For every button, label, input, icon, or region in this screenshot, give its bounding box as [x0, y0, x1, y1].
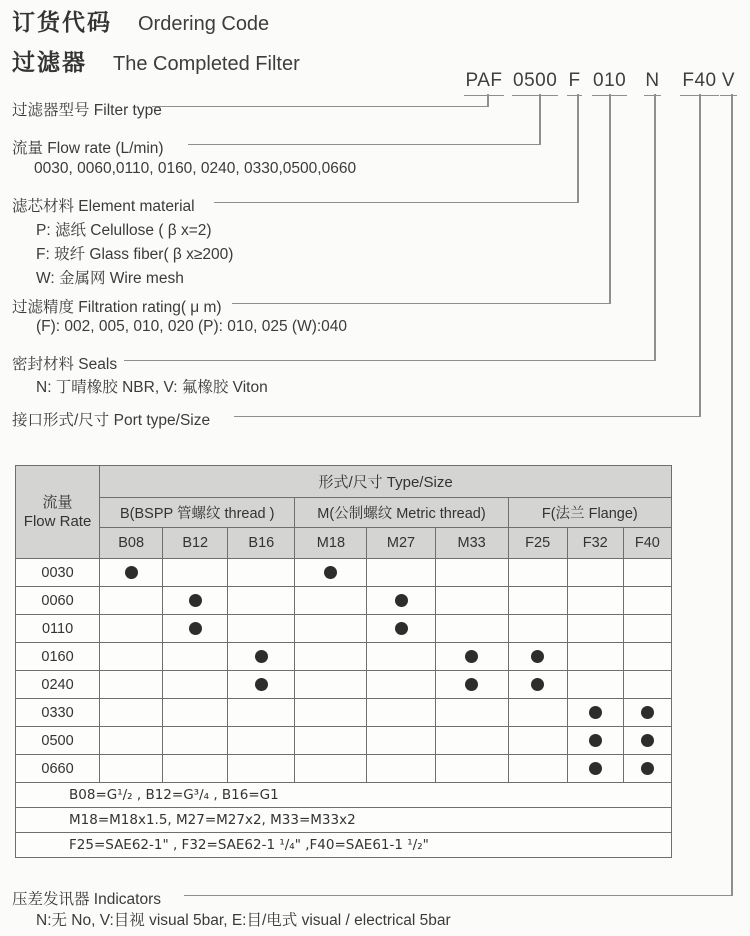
col-header-m18: M18	[295, 528, 367, 559]
flow-value-cell: 0030	[16, 559, 100, 587]
note-row	[16, 783, 672, 808]
code-segment-model: PAF	[464, 70, 504, 96]
empty-cell	[100, 699, 163, 727]
availability-dot-icon	[465, 650, 478, 663]
empty-cell	[163, 559, 228, 587]
empty-cell	[623, 643, 671, 671]
empty-cell	[100, 587, 163, 615]
empty-cell	[163, 671, 228, 699]
empty-cell	[623, 559, 671, 587]
empty-cell	[100, 727, 163, 755]
availability-dot-icon	[324, 566, 337, 579]
table-header-row-top	[16, 466, 672, 498]
availability-cell	[435, 671, 508, 699]
seals-options: N: 丁晴橡胶 NBR, V: 氟橡胶 Viton	[36, 379, 268, 396]
empty-cell	[228, 587, 295, 615]
availability-dot-icon	[589, 734, 602, 747]
page-subtitle	[12, 44, 300, 77]
table-row	[16, 755, 672, 783]
flow-value-cell: 0160	[16, 643, 100, 671]
empty-cell	[228, 615, 295, 643]
empty-cell	[100, 755, 163, 783]
empty-cell	[623, 671, 671, 699]
availability-dot-icon	[641, 734, 654, 747]
table-row	[16, 699, 672, 727]
leader-h-seals	[124, 360, 655, 362]
code-segment-indicator: V	[720, 70, 737, 96]
availability-dot-icon	[255, 678, 268, 691]
availability-cell	[623, 727, 671, 755]
leader-v-flow-rate	[539, 94, 541, 145]
availability-cell	[508, 643, 567, 671]
empty-cell	[508, 699, 567, 727]
empty-cell	[295, 587, 367, 615]
empty-cell	[295, 699, 367, 727]
availability-cell	[567, 727, 623, 755]
page-subtitle-en: The Completed Filter	[113, 53, 300, 75]
col-header-b08: B08	[100, 528, 163, 559]
availability-dot-icon	[641, 706, 654, 719]
availability-cell	[508, 671, 567, 699]
label-indicators: 压差发讯器 Indicators	[12, 891, 162, 908]
empty-cell	[508, 755, 567, 783]
empty-cell	[435, 615, 508, 643]
leader-h-element-material	[214, 202, 578, 204]
col-header-f25: F25	[508, 528, 567, 559]
availability-dot-icon	[255, 650, 268, 663]
table-row	[16, 559, 672, 587]
col-header-b12: B12	[163, 528, 228, 559]
empty-cell	[100, 615, 163, 643]
empty-cell	[295, 643, 367, 671]
col-header-f32: F32	[567, 528, 623, 559]
empty-cell	[508, 727, 567, 755]
leader-v-filtration-rating	[609, 94, 611, 304]
table-row	[16, 671, 672, 699]
availability-cell	[623, 755, 671, 783]
leader-v-element-material	[577, 94, 579, 203]
leader-h-port	[234, 416, 700, 418]
empty-cell	[435, 755, 508, 783]
empty-cell	[367, 755, 435, 783]
empty-cell	[367, 671, 435, 699]
empty-cell	[567, 671, 623, 699]
empty-cell	[295, 615, 367, 643]
leader-h-filter-type	[152, 106, 488, 108]
col-header-m33: M33	[435, 528, 508, 559]
empty-cell	[163, 727, 228, 755]
table-header-row-groups	[16, 498, 672, 528]
empty-cell	[367, 559, 435, 587]
page-title-en: Ordering Code	[138, 13, 270, 35]
availability-dot-icon	[395, 622, 408, 635]
label-flow-rate: 流量 Flow rate (L/min)	[12, 140, 164, 157]
empty-cell	[163, 755, 228, 783]
availability-dot-icon	[125, 566, 138, 579]
label-filtration-rating: 过滤精度 Filtration rating( μ m)	[12, 299, 222, 316]
group-header-metric: M(公制螺纹 Metric thread)	[295, 498, 508, 528]
note-row	[16, 808, 672, 833]
leader-v-port	[699, 94, 701, 417]
code-segment-material: F	[567, 70, 582, 96]
col-header-b16: B16	[228, 528, 295, 559]
empty-cell	[367, 643, 435, 671]
empty-cell	[295, 671, 367, 699]
availability-dot-icon	[189, 622, 202, 635]
availability-cell	[367, 615, 435, 643]
code-segment-seal: N	[644, 70, 661, 96]
empty-cell	[435, 559, 508, 587]
table-header-row-columns	[16, 528, 672, 559]
corner-header-flow-rate	[16, 466, 100, 559]
label-element-material: 滤芯材料 Element material	[12, 198, 195, 215]
port-size-table	[15, 465, 672, 858]
empty-cell	[100, 643, 163, 671]
availability-dot-icon	[531, 650, 544, 663]
empty-cell	[228, 559, 295, 587]
empty-cell	[228, 699, 295, 727]
flow-value-cell: 0500	[16, 727, 100, 755]
availability-dot-icon	[395, 594, 408, 607]
availability-cell	[163, 587, 228, 615]
empty-cell	[567, 559, 623, 587]
empty-cell	[435, 727, 508, 755]
corner-header-en: Flow Rate	[23, 513, 92, 530]
availability-cell	[163, 615, 228, 643]
empty-cell	[100, 671, 163, 699]
element-material-option-w: W: 金属网 Wire mesh	[36, 270, 184, 287]
label-filter-type: 过滤器型号 Filter type	[12, 102, 162, 119]
availability-dot-icon	[531, 678, 544, 691]
flow-value-cell: 0660	[16, 755, 100, 783]
code-segment-port: F40	[680, 70, 719, 96]
empty-cell	[228, 755, 295, 783]
flow-value-cell: 0110	[16, 615, 100, 643]
indicators-options: N:无 No, V:目视 visual 5bar, E:目/电式 visual / electrical 5bar	[36, 912, 451, 929]
flow-value-cell: 0240	[16, 671, 100, 699]
leader-v-indicators	[731, 94, 733, 896]
empty-cell	[508, 587, 567, 615]
availability-cell	[295, 559, 367, 587]
leader-h-indicators	[184, 895, 732, 897]
empty-cell	[435, 699, 508, 727]
empty-cell	[508, 615, 567, 643]
availability-dot-icon	[189, 594, 202, 607]
availability-dot-icon	[589, 762, 602, 775]
empty-cell	[435, 587, 508, 615]
page-title	[12, 4, 269, 37]
page-title-zh: 订货代码	[12, 9, 112, 35]
empty-cell	[623, 615, 671, 643]
availability-cell	[228, 671, 295, 699]
empty-cell	[295, 755, 367, 783]
availability-cell	[100, 559, 163, 587]
empty-cell	[163, 643, 228, 671]
availability-cell	[228, 643, 295, 671]
page-subtitle-zh: 过滤器	[12, 49, 87, 75]
label-port-type: 接口形式/尺寸 Port type/Size	[12, 412, 211, 429]
col-header-m27: M27	[367, 528, 435, 559]
empty-cell	[367, 699, 435, 727]
availability-cell	[623, 699, 671, 727]
thread-note: B08=G¹/₂ , B12=G³/₄ , B16=G1	[16, 783, 672, 808]
availability-dot-icon	[641, 762, 654, 775]
code-segment-flow: 0500	[512, 70, 558, 96]
leader-h-filtration-rating	[232, 303, 610, 305]
leader-h-flow-rate	[188, 144, 540, 146]
availability-dot-icon	[465, 678, 478, 691]
group-header-bspp: B(BSPP 管螺纹 thread )	[100, 498, 295, 528]
corner-header-zh: 流量	[42, 494, 73, 511]
header-type-size: 形式/尺寸 Type/Size	[100, 466, 672, 498]
table-row	[16, 643, 672, 671]
col-header-f40: F40	[623, 528, 671, 559]
element-material-option-p: P: 滤纸 Celullose ( β x=2)	[36, 222, 212, 239]
availability-dot-icon	[589, 706, 602, 719]
code-segment-rating: 010	[592, 70, 627, 96]
empty-cell	[228, 727, 295, 755]
flow-rate-options: 0030, 0060,0110, 0160, 0240, 0330,0500,0660	[34, 160, 357, 177]
group-header-flange: F(法兰 Flange)	[508, 498, 671, 528]
port-table-body	[16, 559, 672, 858]
empty-cell	[567, 615, 623, 643]
empty-cell	[567, 643, 623, 671]
availability-cell	[567, 699, 623, 727]
empty-cell	[367, 727, 435, 755]
label-seals: 密封材料 Seals	[12, 356, 118, 373]
table-row	[16, 615, 672, 643]
thread-note: M18=M18x1.5, M27=M27x2, M33=M33x2	[16, 808, 672, 833]
thread-note: F25=SAE62-1" , F32=SAE62-1 ¹/₄" ,F40=SAE61-1 ¹/₂"	[16, 833, 672, 858]
table-row	[16, 587, 672, 615]
element-material-option-f: F: 玻纤 Glass fiber( β x≥200)	[36, 246, 234, 263]
availability-cell	[435, 643, 508, 671]
note-row	[16, 833, 672, 858]
leader-v-seals	[654, 94, 656, 361]
filtration-rating-options: (F): 002, 005, 010, 020 (P): 010, 025 (W):040	[36, 318, 348, 335]
flow-value-cell: 0060	[16, 587, 100, 615]
empty-cell	[623, 587, 671, 615]
empty-cell	[508, 559, 567, 587]
availability-cell	[567, 755, 623, 783]
empty-cell	[295, 727, 367, 755]
availability-cell	[367, 587, 435, 615]
empty-cell	[163, 699, 228, 727]
empty-cell	[567, 587, 623, 615]
table-row	[16, 727, 672, 755]
flow-value-cell: 0330	[16, 699, 100, 727]
